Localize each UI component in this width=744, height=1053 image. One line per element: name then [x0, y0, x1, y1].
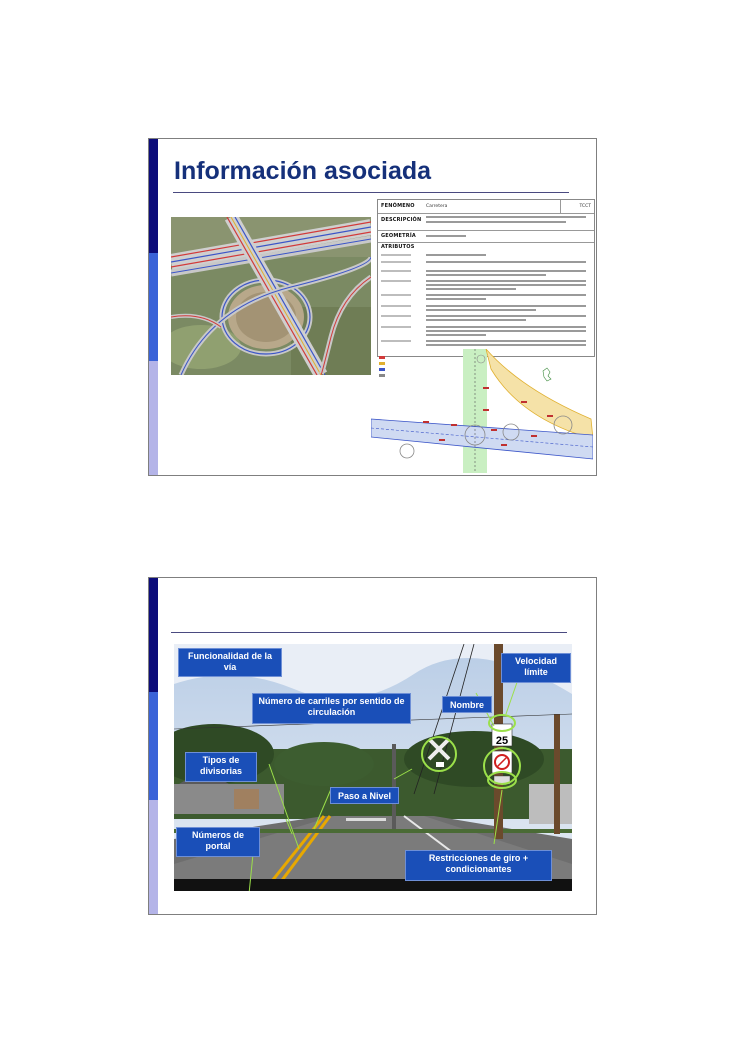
fenomeno-value: Carretera	[426, 204, 448, 209]
descripcion-key: DESCRIPCIÓN	[381, 217, 422, 223]
callout-restricciones: Restricciones de giro + condicionantes	[405, 850, 552, 881]
callout-portal: Números de portal	[176, 827, 260, 857]
callout-funcionalidad: Funcionalidad de la vía	[178, 648, 282, 677]
callout-nombre: Nombre	[442, 696, 492, 713]
geometria-key: GEOMETRÍA	[381, 233, 416, 239]
fenomeno-code: TCCT	[579, 204, 591, 209]
slide-1	[148, 138, 597, 476]
callout-paso-nivel: Paso a Nivel	[330, 787, 399, 804]
row-descripcion	[378, 213, 594, 231]
row-geometria	[378, 230, 594, 243]
slide-1-title: Información asociada	[174, 157, 432, 185]
aerial-interchange-image	[171, 217, 371, 375]
slide-2-accent-bar	[149, 578, 158, 914]
title-underline	[173, 192, 569, 193]
feature-attribute-table	[377, 199, 595, 357]
callout-carriles: Número de carriles por sentido de circulación	[252, 693, 411, 724]
row-fenomeno	[378, 200, 594, 214]
fenomeno-key: FENÓMENO	[381, 203, 415, 209]
speed-sign-value: 25	[495, 735, 509, 747]
schematic-road-map	[371, 349, 593, 473]
atributos-key: ATRIBUTOS	[381, 244, 415, 250]
slide-1-accent-bar	[149, 139, 158, 475]
callout-divisorias: Tipos de divisorias	[185, 752, 257, 782]
callout-velocidad: Velocidad límite	[501, 653, 571, 683]
slide-2	[148, 577, 597, 915]
title-underline	[171, 632, 567, 633]
